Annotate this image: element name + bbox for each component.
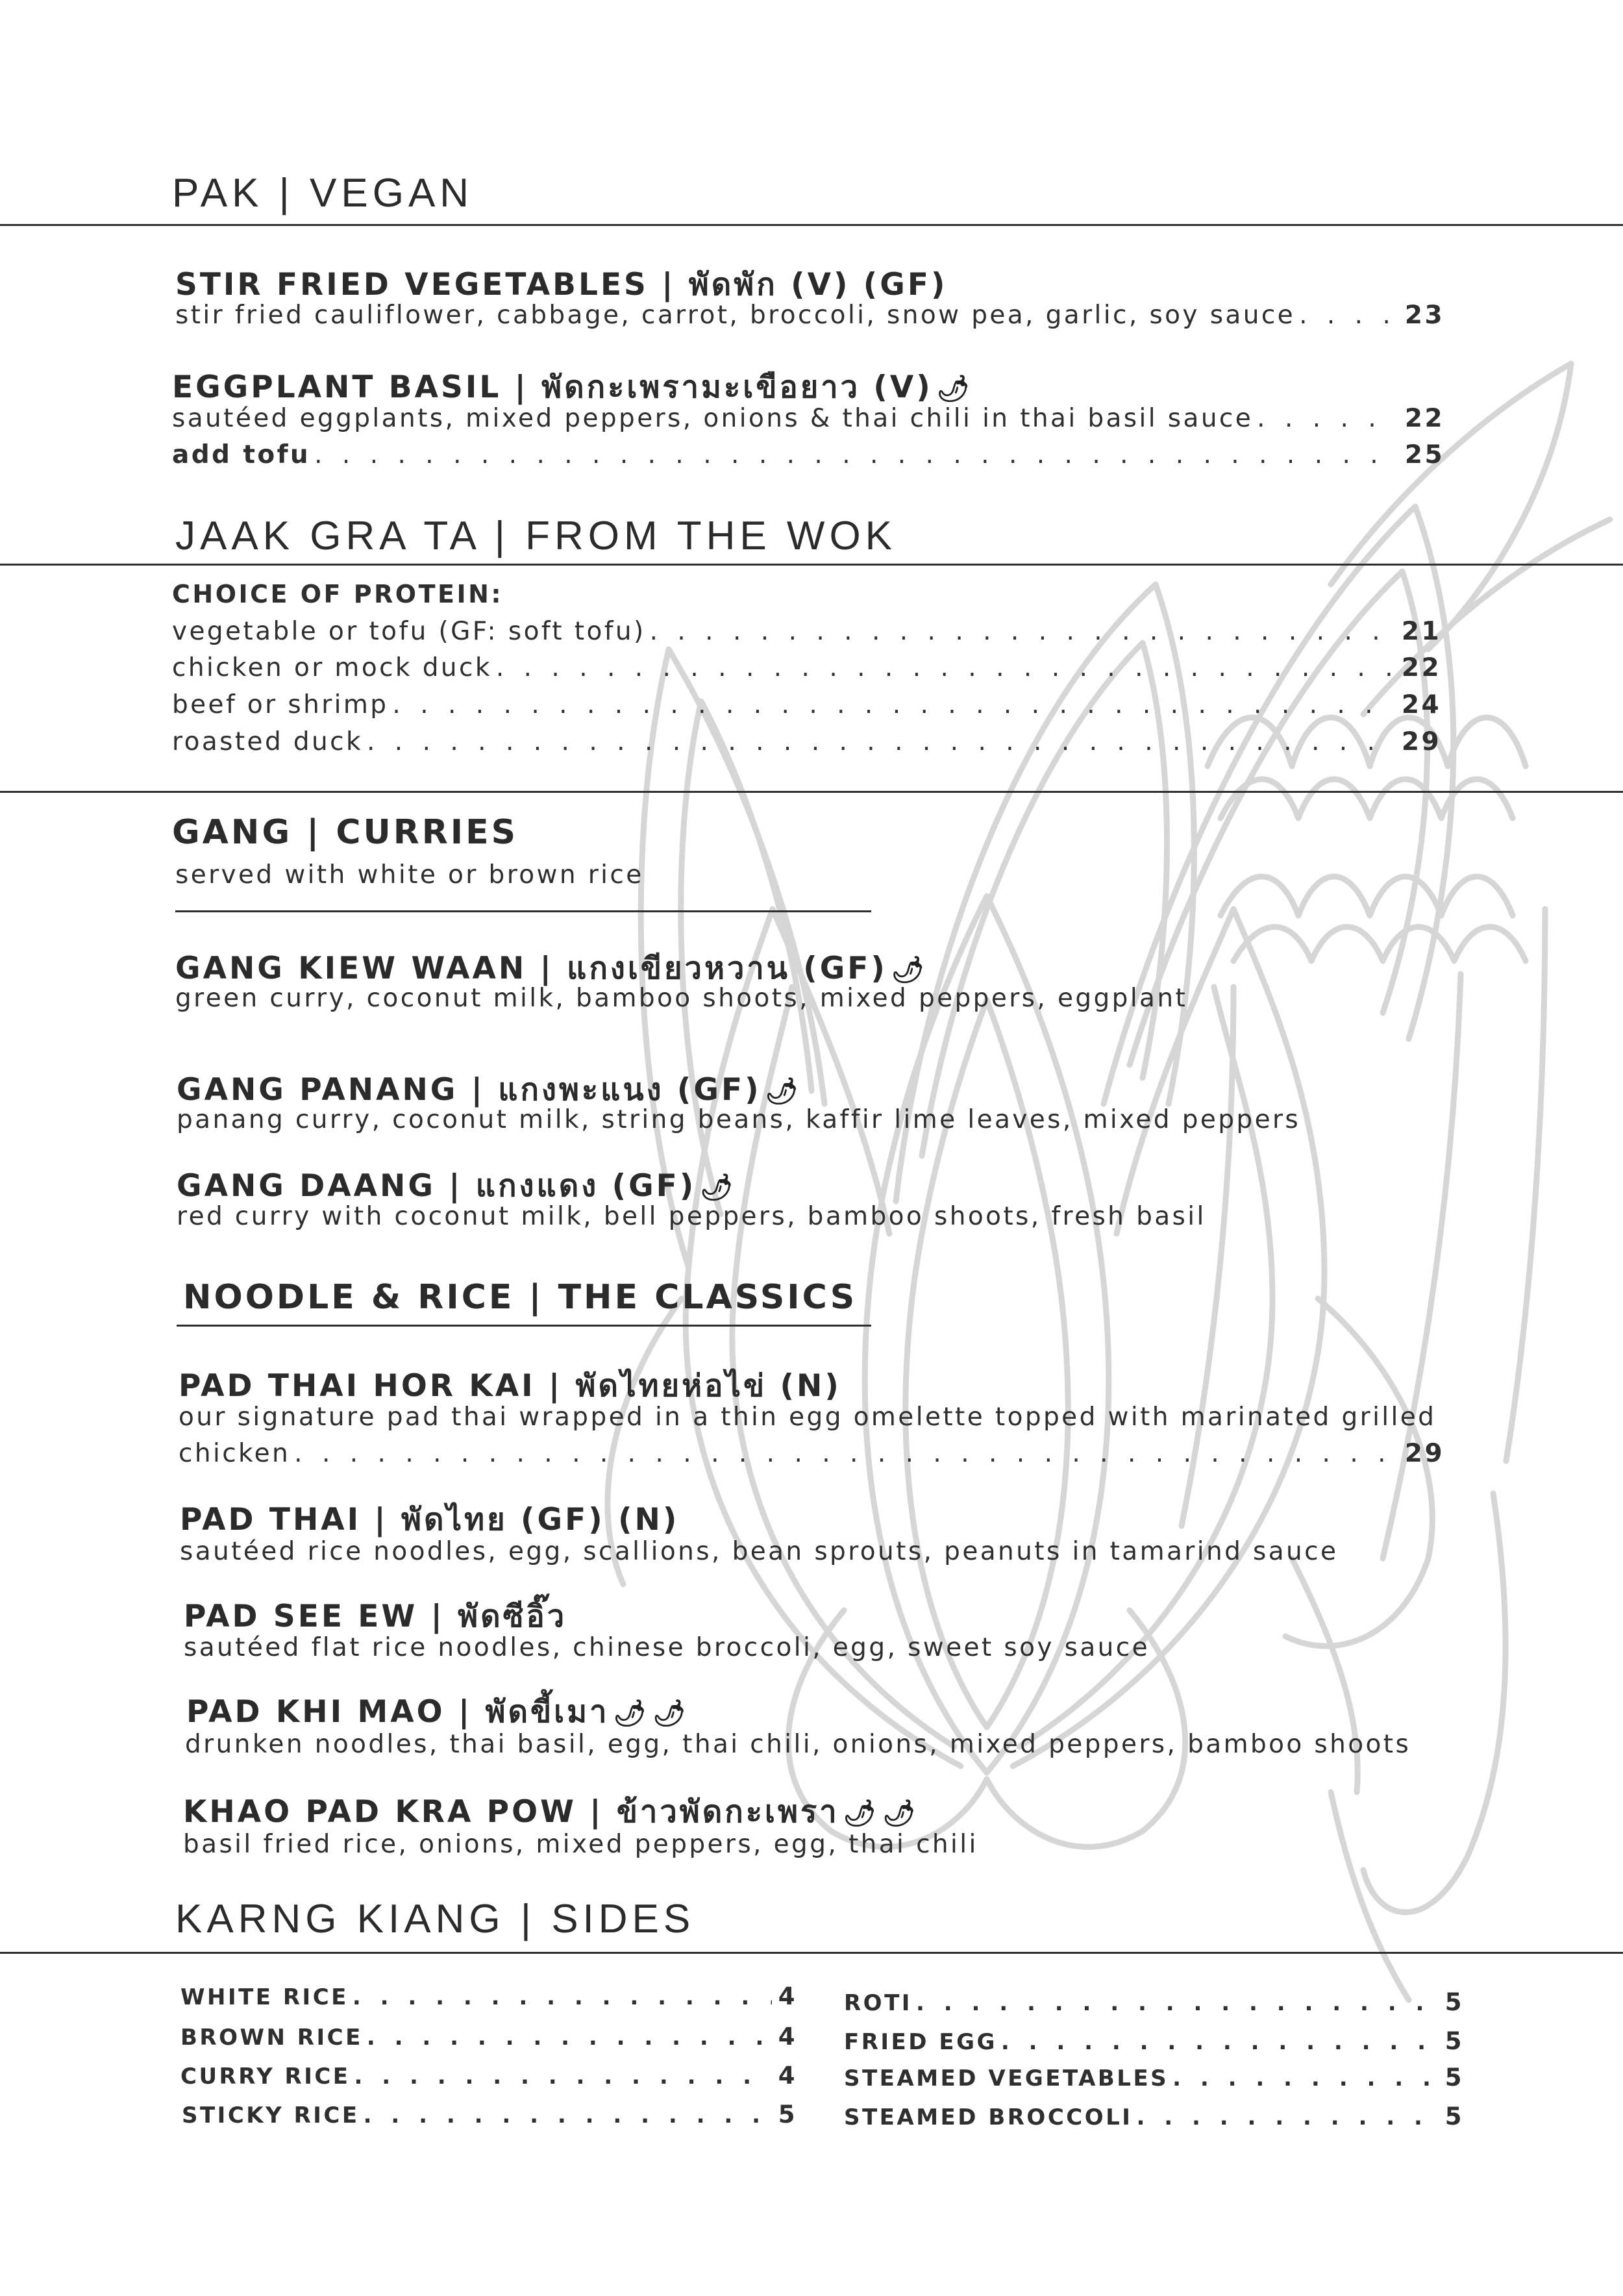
menu-item-name: PAD THAI HOR KAI | พัดไทยห่อไข่ (N) bbox=[179, 1368, 841, 1404]
side-item-row: ROTI . . . 5 bbox=[844, 1988, 1464, 2016]
section-divider bbox=[177, 1325, 871, 1327]
side-item-row: STEAMED VEGETABLES . . . 5 bbox=[844, 2064, 1464, 2091]
menu-item-desc: panang curry, coconut milk, string beans, kaffir lime leaves, mixed peppers bbox=[177, 1105, 1301, 1134]
menu-item-price: 29 bbox=[1404, 1439, 1444, 1468]
menu-item-name: GANG KIEW WAAN | แกงเขียวหวาน (GF) 🌶 bbox=[175, 951, 927, 986]
menu-item-name: GANG DAANG | แกงแดง (GF) 🌶 bbox=[177, 1168, 736, 1204]
section-divider bbox=[0, 791, 1623, 793]
section-heading-vegan: PAK | VEGAN bbox=[172, 171, 474, 216]
protein-option-row: beef or shrimp . . . 24 bbox=[172, 690, 1441, 719]
protein-option-row: chicken or mock duck . . . 22 bbox=[172, 653, 1441, 682]
protein-option-row: roasted duck . . . 29 bbox=[172, 727, 1441, 756]
menu-item-desc: sautéed flat rice noodles, chinese broccoli, egg, sweet soy sauce bbox=[184, 1633, 1150, 1662]
menu-item-desc: basil fried rice, onions, mixed peppers, egg, thai chili bbox=[183, 1830, 978, 1859]
menu-item-name: GANG PANANG | แกงพะแนง (GF) 🌶 bbox=[177, 1072, 801, 1108]
menu-item-desc: green curry, coconut milk, bamboo shoots, mixed peppers, eggplant bbox=[175, 984, 1188, 1013]
section-heading-wok: JAAK GRA TA | FROM THE WOK bbox=[175, 514, 897, 558]
side-item-row: FRIED EGG . . . 5 bbox=[844, 2027, 1464, 2055]
chili-pepper-icon: 🌶 bbox=[765, 1077, 801, 1106]
protein-option-row: vegetable or tofu (GF: soft tofu) . . . 21 bbox=[172, 617, 1441, 646]
chili-pepper-icon: 🌶 bbox=[652, 1699, 689, 1728]
menu-item-desc: drunken noodles, thai basil, egg, thai chili, onions, mixed peppers, bamboo shoots bbox=[185, 1730, 1411, 1759]
menu-item-desc-row bbox=[175, 301, 1444, 330]
addon-row bbox=[172, 440, 1444, 469]
curries-subheading: served with white or brown rice bbox=[175, 860, 644, 890]
section-heading-curries: GANG | CURRIES bbox=[172, 813, 519, 852]
chili-pepper-icon: 🌶 bbox=[700, 1173, 736, 1203]
menu-item-desc: sautéed rice noodles, egg, scallions, bean sprouts, peanuts in tamarind sauce bbox=[180, 1537, 1339, 1566]
section-heading-classics: NOODLE & RICE | THE CLASSICS bbox=[183, 1278, 858, 1317]
chili-pepper-icon: 🌶 bbox=[891, 955, 927, 985]
menu-item-name: PAD THAI | พัดไทย (GF) (N) bbox=[180, 1502, 680, 1538]
chili-pepper-icon: 🌶 bbox=[613, 1699, 649, 1728]
chili-pepper-icon: 🌶 bbox=[882, 1799, 919, 1828]
menu-item-price: 23 bbox=[1404, 301, 1444, 330]
menu-item-name: PAD SEE EW | พัดซีอิ๊ว bbox=[184, 1599, 567, 1634]
side-item-row: STICKY RICE . . . 5 bbox=[182, 2101, 797, 2128]
menu-item-desc: red curry with coconut milk, bell peppers, bamboo shoots, fresh basil bbox=[177, 1202, 1206, 1231]
section-heading-sides: KARNG KIANG | SIDES bbox=[175, 1897, 695, 1941]
menu-item-name: STIR FRIED VEGETABLES | พัดพัก (V) (GF) bbox=[175, 267, 948, 303]
menu-item-desc-row bbox=[172, 404, 1444, 433]
menu-item-name: PAD KHI MAO | พัดขี้เมา 🌶 🌶 bbox=[186, 1694, 689, 1730]
choice-of-protein-label: CHOICE OF PROTEIN: bbox=[172, 580, 504, 608]
section-divider bbox=[175, 910, 871, 912]
menu-item-desc-row: chicken . . . 29 bbox=[179, 1439, 1444, 1468]
chili-pepper-icon: 🌶 bbox=[936, 374, 973, 404]
section-divider bbox=[0, 1952, 1623, 1954]
side-item-row: CURRY RICE . . . 4 bbox=[180, 2062, 797, 2090]
section-divider bbox=[0, 224, 1623, 226]
menu-item-desc: sautéed eggplants, mixed peppers, onions & thai chili in thai basil sauce bbox=[172, 404, 1254, 433]
chili-pepper-icon: 🌶 bbox=[843, 1799, 879, 1828]
addon-price: 25 bbox=[1404, 440, 1444, 469]
side-item-row: STEAMED BROCCOLI . . . 5 bbox=[844, 2103, 1464, 2130]
side-item-row: WHITE RICE . . . 4 bbox=[180, 1982, 797, 2010]
menu-item-name: KHAO PAD KRA POW | ข้าวพัดกะเพรา 🌶 🌶 bbox=[183, 1794, 919, 1830]
menu-item-name: EGGPLANT BASIL | พัดกะเพรามะเขือยาว (V) 🌶 bbox=[172, 369, 973, 405]
menu-item-price: 22 bbox=[1404, 404, 1444, 433]
section-divider bbox=[0, 564, 1623, 566]
menu-item-desc: our signature pad thai wrapped in a thin egg omelette topped with marinated grilled bbox=[179, 1403, 1437, 1432]
addon-label: add tofu bbox=[172, 440, 311, 469]
side-item-row: BROWN RICE . . . 4 bbox=[180, 2023, 797, 2051]
menu-item-desc: stir fried cauliflower, cabbage, carrot, broccoli, snow pea, garlic, soy sauce bbox=[175, 301, 1296, 330]
